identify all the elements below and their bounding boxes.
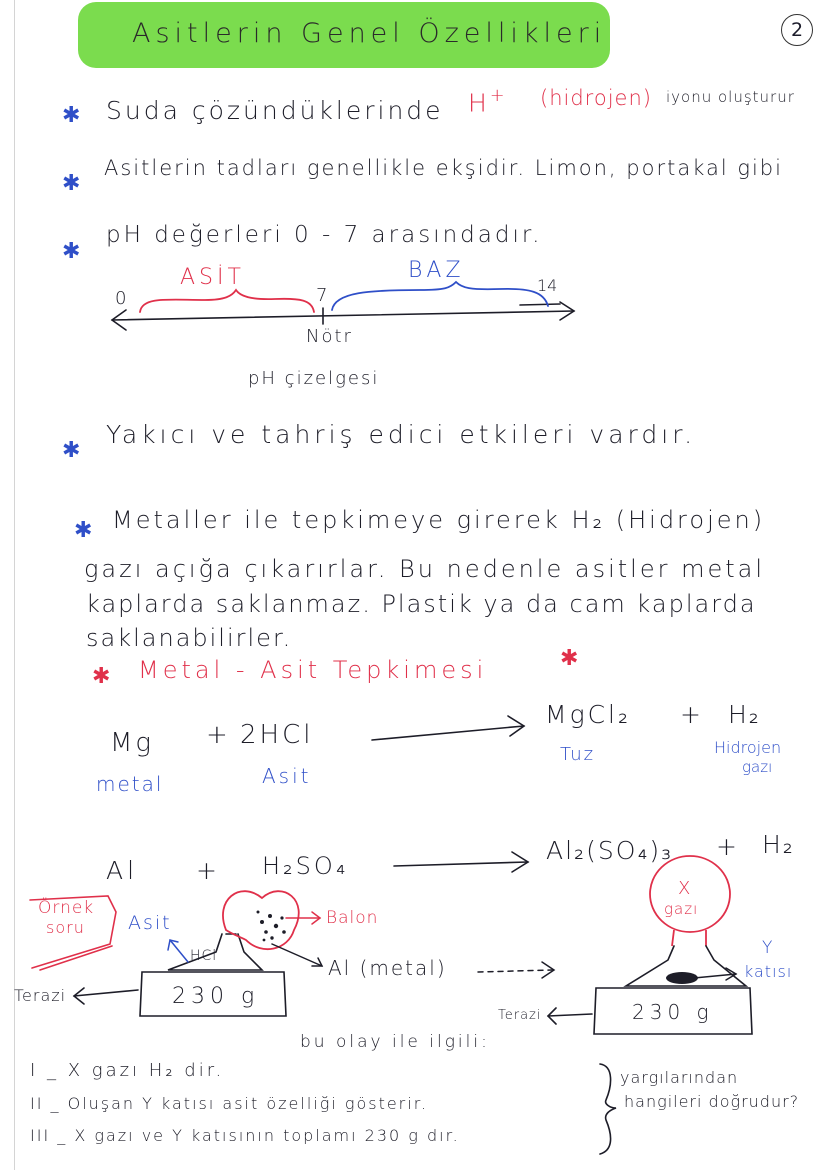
hydrogen-ion: H+	[468, 86, 505, 118]
reaction-1-reactant-1: Mg	[110, 728, 155, 758]
reaction-1-product-2: H₂	[728, 700, 761, 729]
example-tag-line-1: Örnek	[38, 898, 95, 918]
y-solid-drawing	[666, 972, 698, 984]
right-scale-drawing	[548, 988, 752, 1034]
hydrogen-name: (hidrojen)	[540, 86, 652, 110]
reaction-arrows	[372, 716, 528, 872]
bullet-star-icon: ✱	[62, 103, 84, 128]
process-arrow	[478, 962, 554, 978]
reaction-1-plus-2: +	[680, 700, 704, 729]
bullet-1-end: iyonu oluşturur	[666, 88, 795, 106]
reaction-1-hydrogen-label: Hidrojen	[714, 738, 782, 757]
reaction-2-plus-2: +	[716, 832, 740, 861]
statement-3: III _ X gazı ve Y katısının toplamı 230 g dır.	[30, 1126, 460, 1145]
reaction-1-metal-label: metal	[96, 772, 164, 796]
y-solid-pointer	[694, 968, 736, 980]
example-balloon-label: Balon	[326, 908, 379, 928]
ph-tick-14: 14	[537, 276, 558, 295]
reaction-2-reactant-1: Al	[106, 856, 139, 885]
bullet-5-line-3: kaplarda saklanmaz. Plastik ya da cam kaplarda	[86, 590, 757, 618]
bullet-star-icon: ✱	[74, 518, 96, 543]
al-powder-drawing	[257, 911, 286, 942]
example-gas-label: gazı	[664, 900, 699, 918]
reaction-1-plus-1: +	[206, 720, 231, 750]
bullet-5-line-1: Metaller ile tepkimeye girerek H₂ (Hidrojen)	[112, 506, 766, 534]
bullet-4-text: Yakıcı ve tahriş edici etkileri vardır.	[106, 420, 697, 449]
example-solid-label-y: Y	[762, 938, 773, 958]
bullet-star-icon: ✱	[62, 239, 84, 264]
reaction-heading: Metal - Asit Tepkimesi	[138, 656, 488, 684]
heading-star-icon: ✱	[560, 646, 582, 671]
reaction-1-acid-label: Asit	[262, 764, 312, 788]
reaction-2-reactant-2: H₂SO₄	[262, 852, 349, 880]
ph-acid-label: ASİT	[180, 265, 245, 290]
reaction-1-salt-label: Tuz	[560, 744, 596, 765]
heading-star-icon: ✱	[92, 664, 114, 689]
left-scale-drawing	[74, 972, 286, 1016]
ph-neutral-label: Nötr	[306, 326, 353, 347]
ph-tick-0: 0	[115, 288, 127, 309]
example-tag-line-2: soru	[46, 918, 85, 937]
example-intro: bu olay ile ilgili:	[300, 1032, 490, 1052]
bullet-star-icon: ✱	[62, 438, 84, 463]
statement-1: I _ X gazı H₂ dir.	[30, 1060, 225, 1081]
bullet-2-text: Asitlerin tadları genellikle ekşidir. Limon, portakal gibi	[104, 156, 783, 180]
example-scale-right-value: 230 g	[632, 1000, 714, 1024]
example-tag-frame	[30, 896, 116, 970]
right-balloon-drawing	[650, 856, 730, 946]
ph-acid-bracket	[140, 290, 314, 312]
question-line-1: yargılarından	[620, 1068, 739, 1087]
example-scale-left-label: Terazi	[14, 986, 67, 1005]
bullet-star-icon: ✱	[62, 171, 84, 196]
question-line-2: hangileri doğrudur?	[624, 1092, 800, 1111]
reaction-2-plus-1: +	[196, 856, 220, 885]
example-gas-label-x: X	[678, 878, 691, 899]
bullet-5-line-4: saklanabilirler.	[86, 624, 293, 652]
example-al-label: Al (metal)	[328, 956, 447, 980]
left-flask-drawing	[168, 934, 262, 970]
reaction-1-gas-label: gazı	[742, 758, 773, 776]
example-scale-right-label: Terazi	[498, 1008, 542, 1023]
statement-2: II _ Oluşan Y katısı asit özelliği gösterir.	[30, 1094, 428, 1113]
reaction-1-reactant-2: 2HCl	[240, 720, 314, 750]
ph-base-label: BAZ	[408, 258, 465, 283]
example-scale-left-value: 230 g	[172, 984, 260, 1009]
reaction-2-product-2: H₂	[762, 830, 795, 859]
bullet-5-line-2: gazı açığa çıkarırlar. Bu nedenle asitler metal	[84, 555, 766, 583]
statements-brace	[600, 1064, 616, 1154]
ph-number-line	[112, 302, 574, 330]
reaction-1-product-1: MgCl₂	[545, 700, 631, 729]
bullet-3-text: pH değerleri 0 - 7 arasındadır.	[106, 222, 543, 248]
ph-tick-7: 7	[316, 285, 328, 306]
left-balloon-drawing	[223, 891, 299, 949]
example-acid-label: Asit	[128, 912, 172, 934]
ph-caption: pH çizelgesi	[248, 368, 380, 389]
page-number: 2	[781, 14, 813, 46]
ph-base-bracket	[332, 282, 548, 310]
reaction-2-product-1: Al₂(SO₄)₃	[546, 836, 674, 865]
bullet-1-text: Suda çözündüklerinde	[106, 96, 444, 125]
example-solid-label: katısı	[744, 962, 793, 981]
page-title: Asitlerin Genel Özellikleri	[132, 18, 607, 49]
example-hcl-label: HCl	[190, 948, 218, 964]
